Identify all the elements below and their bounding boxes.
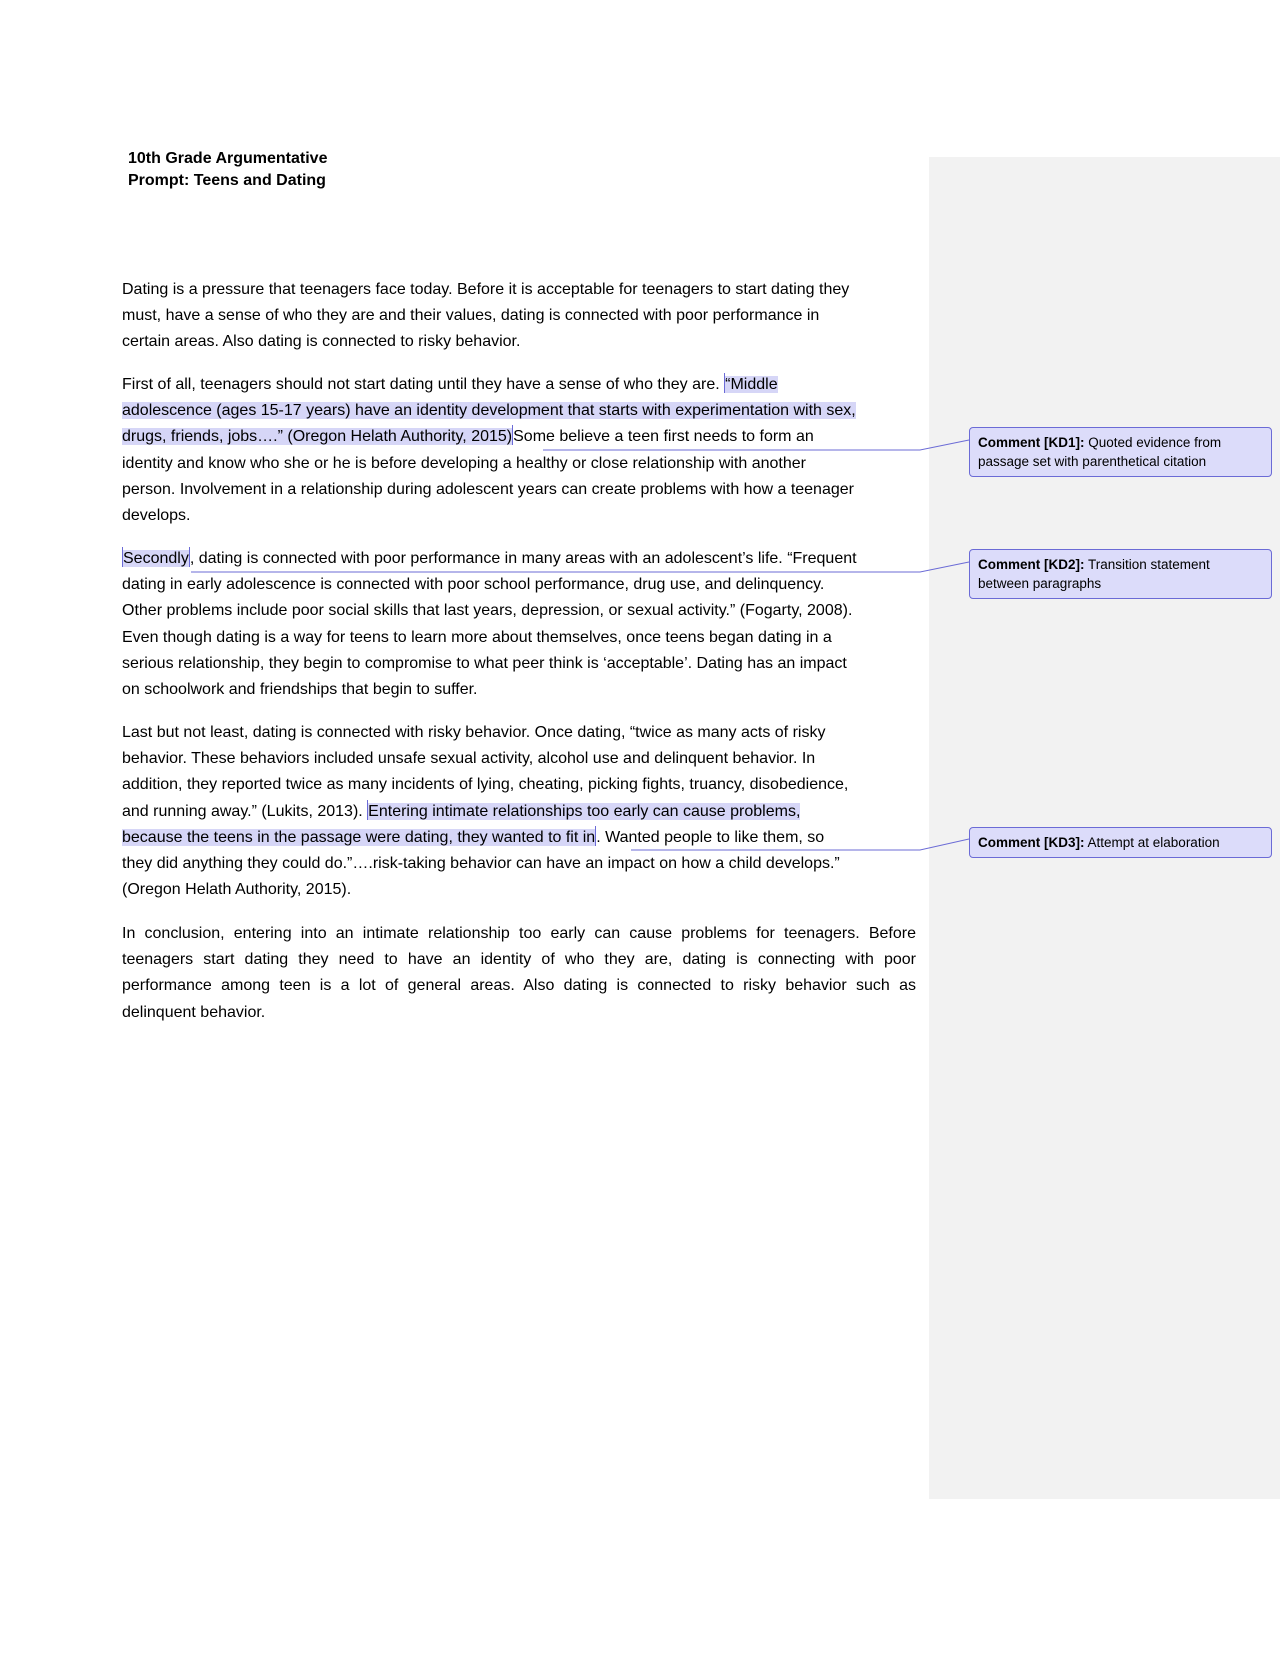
text-line: teenagers start dating they need to have an identity of who they are, dating is connecting with poor [122, 951, 916, 969]
text-line: on schoolwork and friendships that begin to suffer. [122, 680, 478, 698]
comment-tag: Comment [KD3]: [978, 835, 1085, 850]
text-line: Even though dating is a way for teens to learn more about themselves, once teens began dating in a [122, 628, 832, 646]
text-line: identity and know who she or he is before developing a healthy or close relationship with another [122, 454, 806, 472]
text-line: delinquent behavior. [122, 1003, 266, 1021]
paragraph-conclusion[interactable] [122, 921, 916, 1026]
text-line: develops. [122, 506, 191, 524]
text-line: must, have a sense of who they are and their values, dating is connected with poor performance in [122, 307, 820, 325]
text-line: person. Involvement in a relationship during adolescent years can create problems with how a teenager [122, 480, 854, 498]
paragraph-intro[interactable] [122, 277, 916, 356]
comment-text: Quoted evidence from passage set with parenthetical citation [978, 435, 1222, 469]
text-line: performance among teen is a lot of general areas. Also dating is connected to risky behavior such as [122, 977, 916, 995]
text-line: Last but not least, dating is connected with risky behavior. Once dating, “twice as many acts of risky [122, 724, 826, 741]
commented-text-kd1[interactable]: “Middle [725, 376, 778, 393]
document-header [128, 148, 327, 192]
paragraph-risky-behavior[interactable] [122, 720, 916, 903]
header-grade: 10th Grade Argumentative [128, 150, 328, 167]
paragraph-identity[interactable] [122, 372, 916, 529]
commented-text-kd3[interactable]: Entering intimate relationships too early can cause problems, [368, 802, 801, 820]
commented-text-kd2[interactable]: Secondly [123, 550, 189, 567]
text-run: Some believe a teen first needs to form an [513, 428, 814, 446]
text-run: First of all, teenagers should not start dating until they have a sense of who they are. [122, 376, 725, 393]
commented-text-kd1[interactable]: adolescence (ages 15-17 years) have an identity development that starts with experimentation with sex, [122, 402, 856, 420]
text-run: and running away.” (Lukits, 2013). [122, 802, 368, 820]
comment-kd2[interactable] [969, 549, 1272, 599]
text-line: certain areas. Also dating is connected to risky behavior. [122, 333, 521, 351]
text-line: In conclusion, entering into an intimate relationship too early can cause problems for teenagers. Before [122, 925, 916, 942]
text-line: dating in early adolescence is connected with poor school performance, drug use, and delinquency. [122, 576, 825, 594]
text-line: Dating is a pressure that teenagers face today. Before it is acceptable for teenagers to start dating they [122, 281, 850, 298]
text-line: addition, they reported twice as many incidents of lying, cheating, picking fights, truancy, disobedience, [122, 776, 849, 794]
text-line: behavior. These behaviors included unsafe sexual activity, alcohol use and delinquent behavior. In [122, 750, 816, 768]
comment-text: Transition statement between paragraphs [978, 557, 1210, 591]
comment-text: Attempt at elaboration [1084, 835, 1220, 850]
text-line: Other problems include poor social skills that last years, depression, or sexual activity.” (Fogarty, 2008). [122, 602, 853, 620]
text-run: , dating is connected with poor performance in many areas with an adolescent’s life. “Frequent [189, 550, 857, 567]
commented-text-kd1[interactable]: drugs, friends, jobs….” (Oregon Helath Authority, 2015) [122, 428, 513, 446]
text-run: . Wanted people to like them, so [596, 828, 825, 846]
comment-kd1[interactable] [969, 427, 1272, 477]
header-prompt: Prompt: Teens and Dating [128, 172, 326, 189]
comment-kd3[interactable] [969, 827, 1272, 858]
text-line: serious relationship, they begin to compromise to what peer think is ‘acceptable’. Dating has an impact [122, 654, 847, 672]
comment-tag: Comment [KD1]: [978, 435, 1085, 450]
comment-tag: Comment [KD2]: [978, 557, 1085, 572]
paragraph-performance[interactable] [122, 546, 916, 703]
text-line: they did anything they could do.”….risk-taking behavior can have an impact on how a child develops.” [122, 854, 840, 872]
commented-text-kd3[interactable]: because the teens in the passage were dating, they wanted to fit in [122, 828, 596, 846]
text-line: (Oregon Helath Authority, 2015). [122, 881, 352, 899]
